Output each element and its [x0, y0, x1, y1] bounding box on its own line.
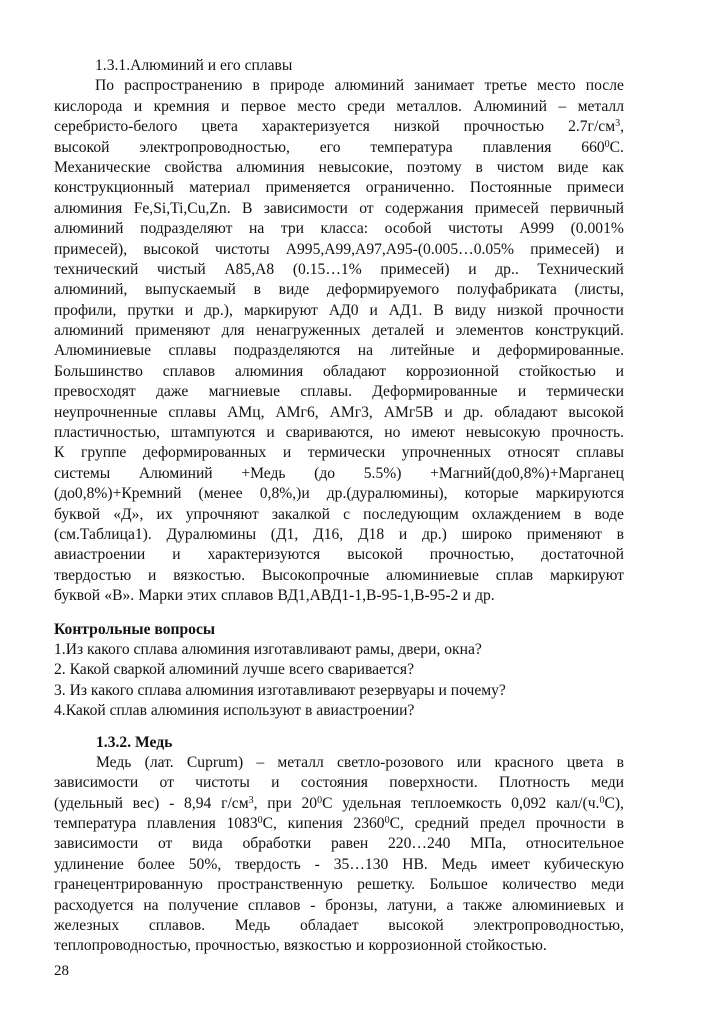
- copper-text-line: расходуется на получение сплавов - бронзы, латуни, а также алюминиевых и: [54, 896, 624, 914]
- aluminum-text-line: буквой «Д», их упрочняют закалкой с последующим охлаждением в воде: [54, 505, 624, 523]
- copper-text-line: температура плавления 1083$^0$С, кипения 2360$^0$С, средний предел прочности в: [54, 815, 624, 833]
- questions-list: [54, 640, 624, 722]
- copper-text-line: железных сплавов. Медь обладает высокой электропроводностью,: [54, 917, 624, 935]
- aluminum-text-line: Большинство сплавов алюминия обладают коррозионной стойкостью и: [54, 362, 624, 380]
- aluminum-text-line: твердостью и вязкостью. Высокопрочные алюминиевые сплав маркируют: [54, 566, 624, 584]
- section-copper-body: [54, 753, 624, 957]
- aluminum-text-line: Механические свойства алюминия невысокие, поэтому в чистом виде как: [54, 158, 624, 176]
- aluminum-text-line: конструкционный материал применяется ограниченно. Постоянные примеси: [54, 179, 624, 197]
- aluminum-text-line: примесей), высокой чистоты А995,А99,А97,А95-(0.005…0.05% примесей) и: [54, 240, 624, 258]
- question-item: 4.Какой сплав алюминия используют в авиастроении?: [54, 702, 415, 720]
- aluminum-text-line: алюминий применяют для ненагруженных деталей и элементов конструкций.: [54, 322, 624, 340]
- aluminum-text-line: авиастроении и характеризуются высокой прочностью, достаточной: [54, 546, 624, 564]
- aluminum-text-line: кислорода и кремния и первое место среди металлов. Алюминий – металл: [54, 97, 624, 115]
- aluminum-text-line: технический чистый А85,А8 (0.15…1% примесей) и др.. Технический: [54, 260, 624, 278]
- question-item: 1.Из какого сплава алюминия изготавливают рамы, двери, окна?: [54, 640, 482, 658]
- question-item: 3. Из какого сплава алюминия изготавливают резервуары и почему?: [54, 681, 506, 699]
- section-title-copper: 1.3.2. Медь: [96, 733, 173, 751]
- aluminum-text-line: (до0,8%)+Кремний (менее 0,8%,)и др.(дуралюмины), которые маркируются: [54, 485, 624, 503]
- aluminum-text-line: Алюминиевые сплавы подразделяются на литейные и деформированные.: [54, 342, 624, 360]
- aluminum-text-line: По распространению в природе алюминий занимает третье место после: [95, 77, 624, 95]
- questions-title: Контрольные вопросы: [54, 620, 216, 638]
- aluminum-text-line: высокой электропроводностью, его температура плавления $660^0С$.: [54, 138, 624, 156]
- aluminum-text-line: превосходят даже магниевые сплавы. Деформированные и термически: [54, 383, 624, 401]
- copper-text-line: гранецентрированную пространственную решетку. Большое количество меди: [54, 876, 624, 894]
- question-item: 2. Какой сваркой алюминий лучше всего сваривается?: [54, 661, 415, 679]
- section-title-aluminum: 1.3.1.Алюминий и его сплавы: [95, 57, 293, 74]
- copper-text-line: (удельный вес) - 8,94 $г/см^3$, при $20^0С$ удельная теплоемкость 0,092 кал/(ч.$^0$С),: [54, 794, 624, 812]
- copper-text-line: теплопроводностью, прочностью, вязкостью и коррозионной стойкостью.: [54, 937, 547, 955]
- aluminum-text-line: профили, прутки и др.), маркируют АД0 и АД1. В виду низкой прочности: [54, 301, 624, 319]
- aluminum-text-line: пластичностью, штампуются и свариваются, но имеют невысокую прочность.: [54, 424, 624, 442]
- aluminum-text-line: алюминий, выпускаемый в виде деформируемого полуфабриката (листы,: [54, 281, 624, 299]
- aluminum-text-line: серебристо-белого цвета характеризуется низкой прочностью $2.7г/см^3$,: [54, 118, 624, 136]
- page-number: 28: [54, 963, 69, 979]
- aluminum-text-line: (см.Таблица1). Дуралюмины (Д1, Д16, Д18 и др.) широко применяют в: [54, 525, 624, 543]
- copper-text-line: Медь (лат. Cuprum) – металл светло-розового или красного цвета в: [96, 753, 624, 771]
- aluminum-text-line: системы Алюминий +Медь (до 5.5%) +Магний(до0,8%)+Марганец: [54, 464, 624, 482]
- copper-text-line: удлинение более 50%, твердость - 35…130 НВ. Медь имеет кубическую: [54, 855, 624, 873]
- aluminum-text-line: алюминий подразделяют на три класса: особой чистоты А999 (0.001%: [54, 220, 624, 238]
- section-aluminum-body: [54, 76, 624, 606]
- copper-text-line: зависимости от чистоты и состояния поверхности. Плотность меди: [54, 774, 624, 792]
- page-content: [54, 56, 624, 957]
- aluminum-text-line: алюминия Fe,Si,Ti,Cu,Zn. В зависимости от содержания примесей первичный: [54, 199, 624, 217]
- aluminum-text-line: неупрочненные сплавы АМц, АМг6, АМг3, АМг5В и др. обладают высокой: [54, 403, 624, 421]
- copper-text-line: зависимости от вида обработки равен 220…240 МПа, относительное: [54, 835, 624, 853]
- aluminum-text-line: буквой «В». Марки этих сплавов ВД1,АВД1-1,В-95-1,В-95-2 и др.: [54, 587, 495, 605]
- aluminum-text-line: К группе деформированных и термически упрочненных относят сплавы: [54, 444, 624, 462]
